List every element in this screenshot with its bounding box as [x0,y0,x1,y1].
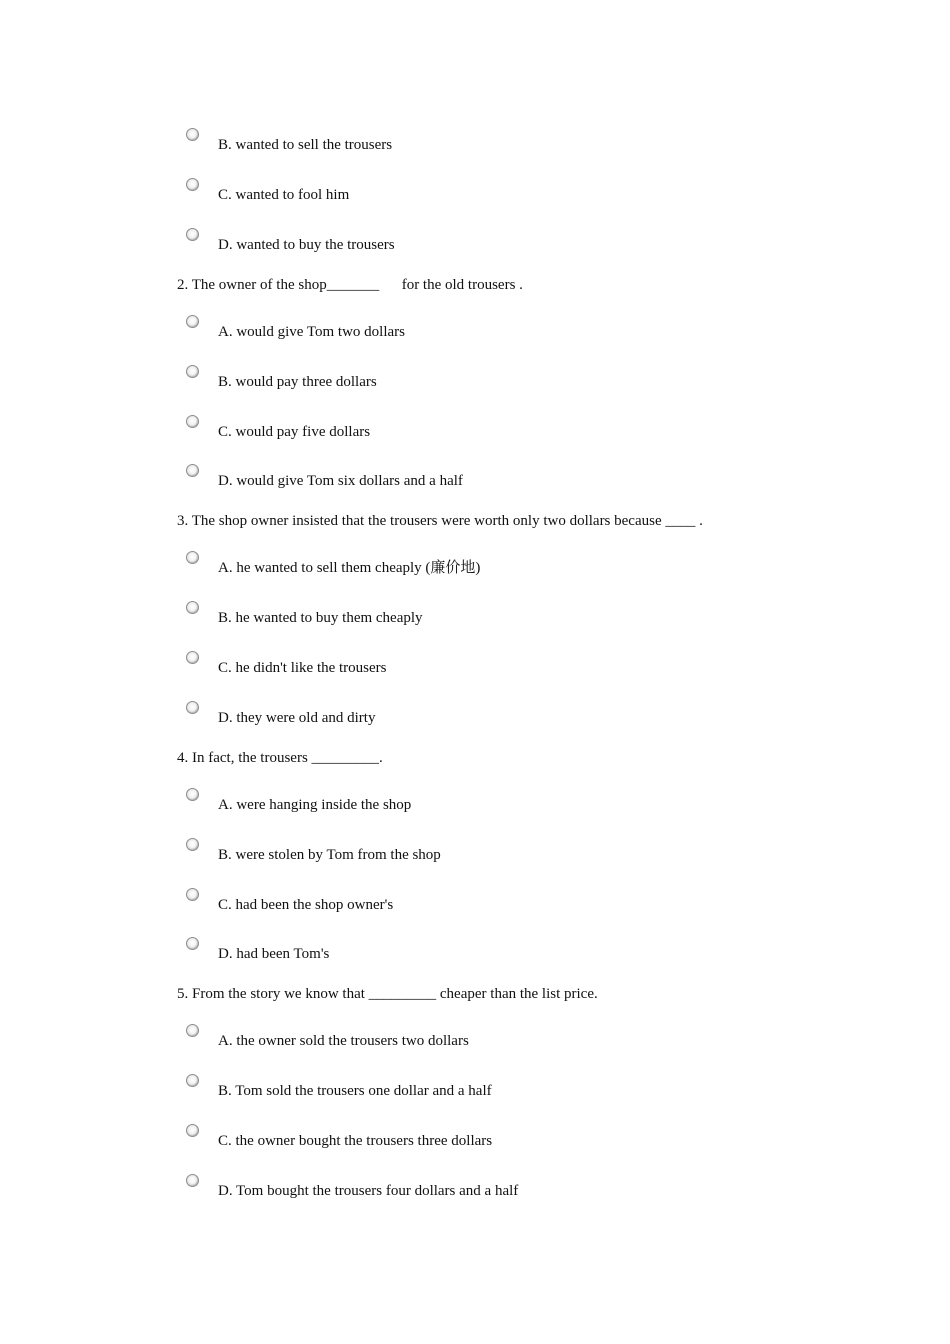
option-3d[interactable] [186,701,786,741]
option-label: A. were hanging inside the shop [218,797,412,813]
option-2c[interactable] [186,415,786,455]
radio-button[interactable] [186,415,199,428]
option-label: D. they were old and dirty [218,710,376,726]
radio-button[interactable] [186,178,199,191]
option-4c[interactable] [186,888,786,928]
option-label: A. the owner sold the trousers two dollars [218,1033,469,1049]
option-5c[interactable] [186,1124,786,1164]
option-1b[interactable] [186,128,786,168]
option-4a[interactable] [186,788,786,828]
option-5a[interactable] [186,1024,786,1064]
option-label: B. wanted to sell the trousers [218,137,393,153]
option-3a[interactable] [186,551,786,591]
radio-button[interactable] [186,128,199,141]
question-5-prompt: 5. From the story we know that _________ cheaper than the list price. [177,986,598,1002]
radio-button[interactable] [186,888,199,901]
option-1d[interactable] [186,228,786,268]
option-label: C. the owner bought the trousers three dollars [218,1133,493,1149]
option-label: A. would give Tom two dollars [218,324,405,340]
question-2-prompt: 2. The owner of the shop_______ for the old trousers . [177,277,523,293]
option-label: D. wanted to buy the trousers [218,237,395,253]
radio-button[interactable] [186,1124,199,1137]
radio-button[interactable] [186,1074,199,1087]
option-label: D. Tom bought the trousers four dollars and a half [218,1183,519,1199]
radio-button[interactable] [186,1024,199,1037]
radio-button[interactable] [186,1174,199,1187]
option-label: D. would give Tom six dollars and a half [218,473,463,489]
option-5d[interactable] [186,1174,786,1214]
option-5b[interactable] [186,1074,786,1114]
radio-button[interactable] [186,838,199,851]
option-label: D. had been Tom's [218,946,330,962]
option-3b[interactable] [186,601,786,641]
option-3c[interactable] [186,651,786,691]
option-label: B. Tom sold the trousers one dollar and a half [218,1083,492,1099]
option-label: B. would pay three dollars [218,374,377,390]
radio-button[interactable] [186,365,199,378]
option-label: C. had been the shop owner's [218,897,394,913]
option-label: A. he wanted to sell them cheaply (廉价地) [218,560,481,576]
option-label: C. he didn't like the trousers [218,660,387,676]
option-1c[interactable] [186,178,786,218]
option-2d[interactable] [186,464,786,504]
option-label: C. wanted to fool him [218,187,350,203]
option-4b[interactable] [186,838,786,878]
option-2a[interactable] [186,315,786,355]
radio-button[interactable] [186,701,199,714]
radio-button[interactable] [186,464,199,477]
radio-button[interactable] [186,551,199,564]
radio-button[interactable] [186,228,199,241]
radio-button[interactable] [186,315,199,328]
radio-button[interactable] [186,788,199,801]
option-label: B. he wanted to buy them cheaply [218,610,423,626]
question-3-prompt: 3. The shop owner insisted that the trousers were worth only two dollars because ____ . [177,513,703,529]
radio-button[interactable] [186,601,199,614]
question-4-prompt: 4. In fact, the trousers _________. [177,750,383,766]
option-2b[interactable] [186,365,786,405]
option-label: C. would pay five dollars [218,424,371,440]
radio-button[interactable] [186,651,199,664]
radio-button[interactable] [186,937,199,950]
option-4d[interactable] [186,937,786,977]
option-label: B. were stolen by Tom from the shop [218,847,441,863]
